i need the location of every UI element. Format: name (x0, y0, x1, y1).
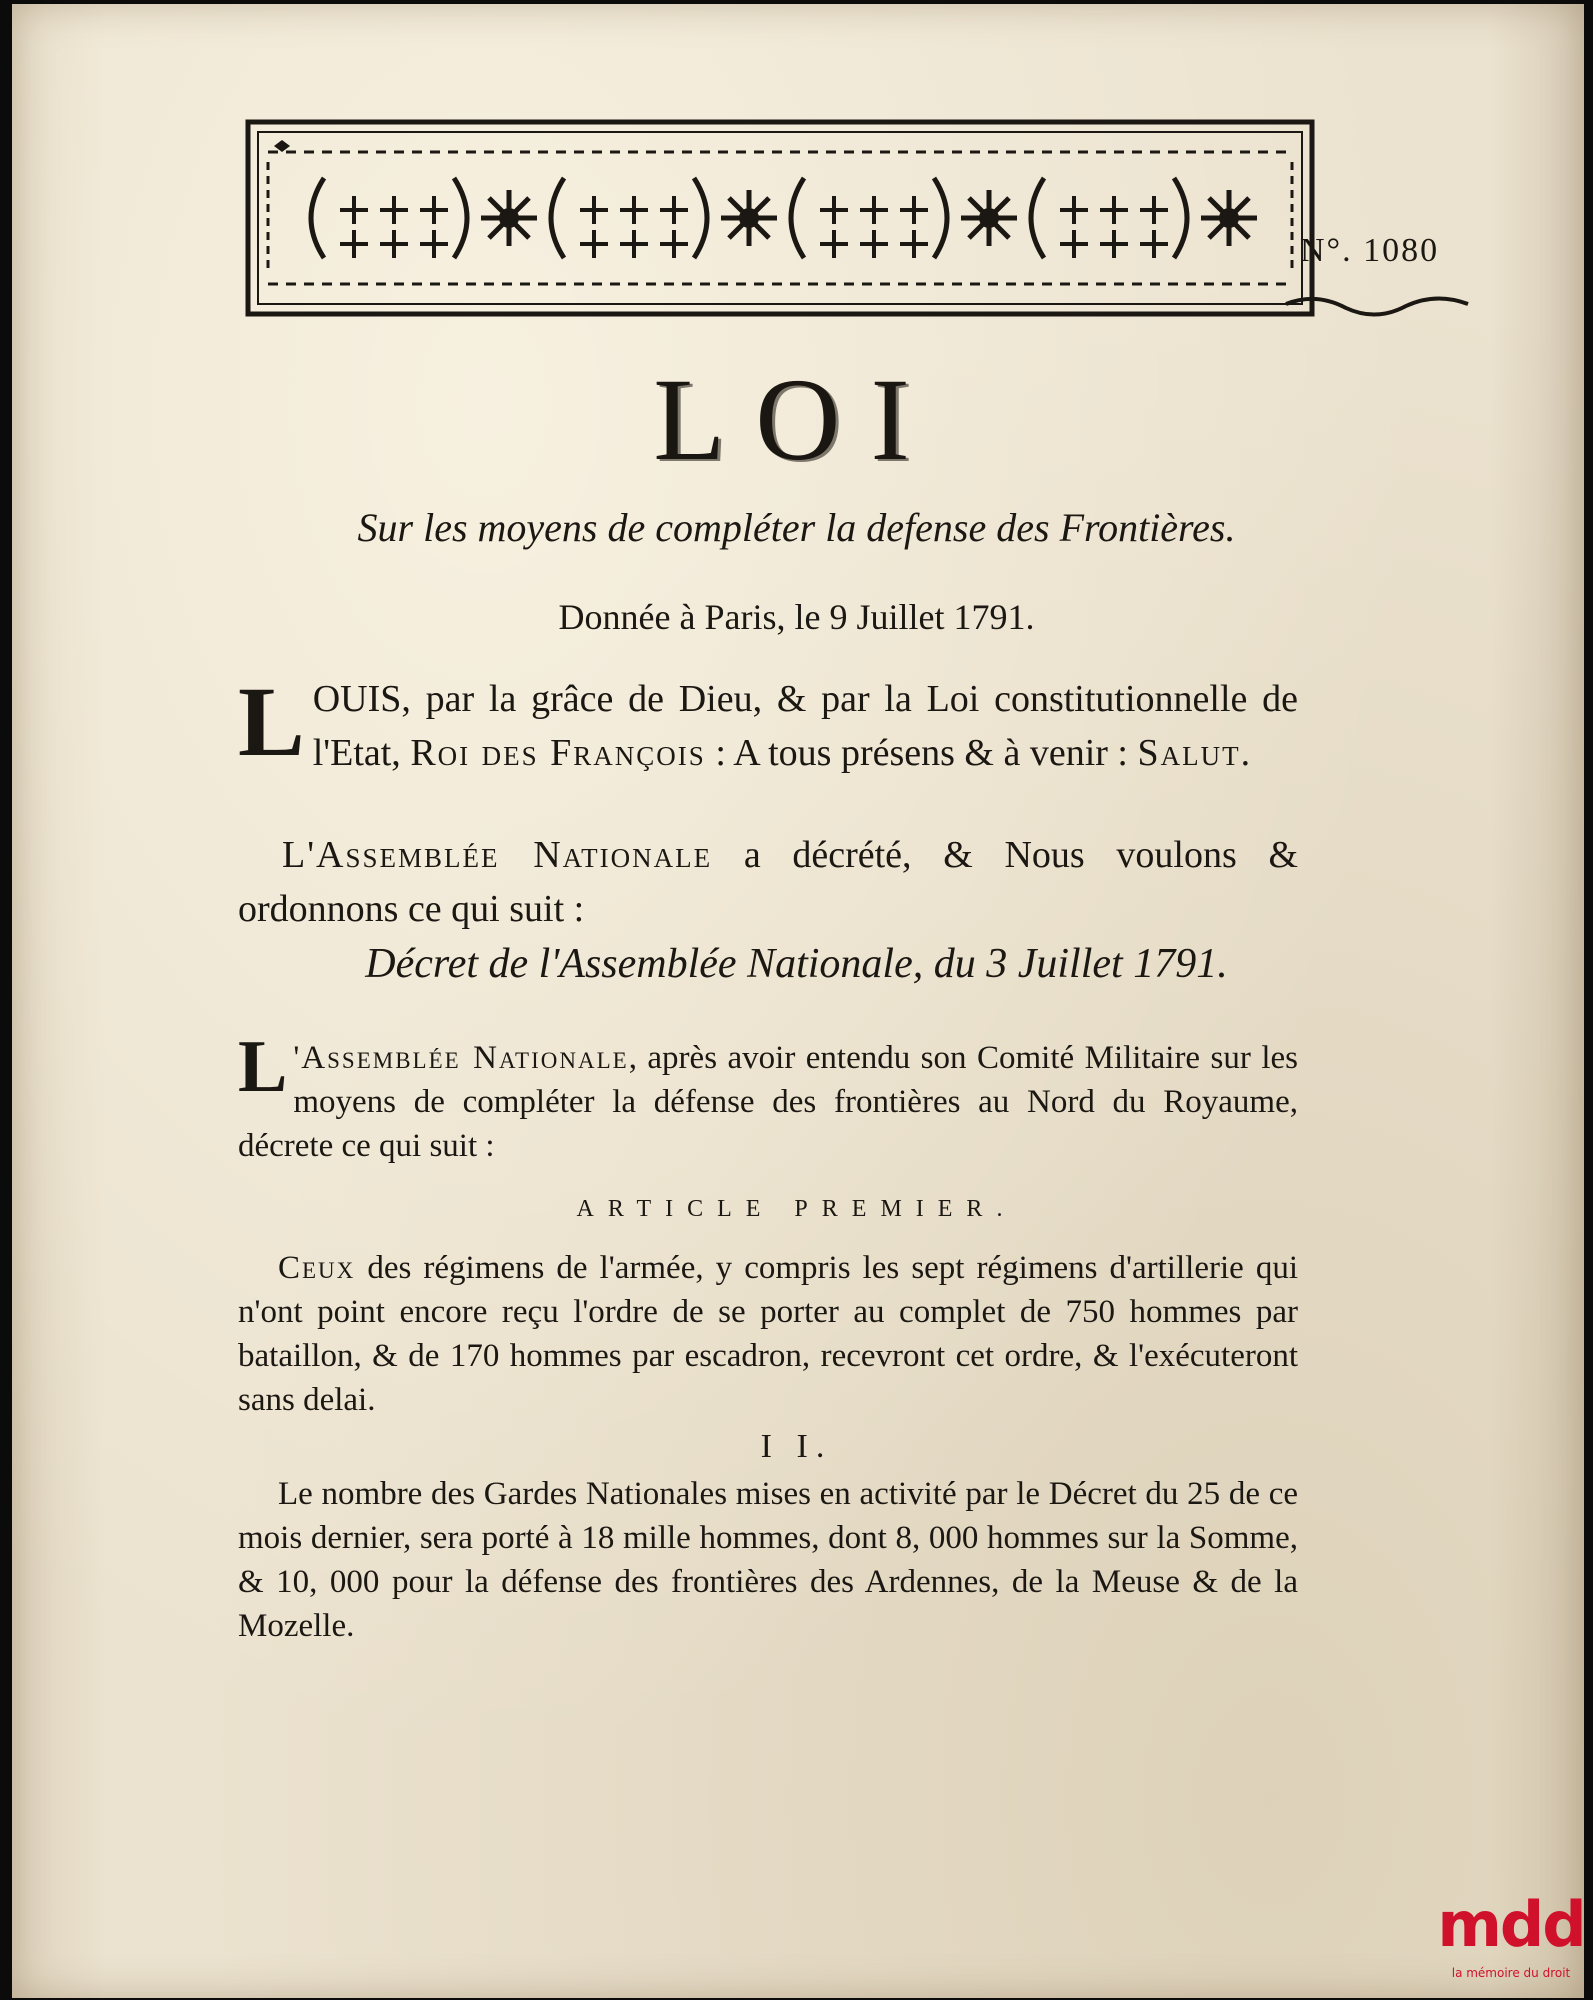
decree-body (238, 1026, 1298, 1168)
ornamental-header-band (244, 118, 1316, 318)
assembly-name: L'Assemblée Nationale (282, 834, 713, 876)
page-title: LOI (653, 354, 940, 485)
swash-flourish-icon (1282, 290, 1472, 320)
decree-intro (238, 828, 1298, 936)
salut-word: Salut. (1137, 732, 1253, 774)
mdd-logo (1434, 1890, 1588, 1996)
article-2-body: Le nombre des Gardes Nationales mises en activité par le Décret du 25 de ce mois dernier, sera porté à 18 mille hommes, dont 8, 000 hommes sur la Somme, & 10, 000 pour la défense des frontières des Ardennes, de la Meuse & de la Mozelle. (238, 1476, 1298, 1644)
royal-title: Roi des François (410, 732, 706, 774)
dropcap-letter: L (238, 1026, 288, 1108)
subtitle: Sur les moyens de compléter la defense des Frontières. (357, 505, 1236, 550)
article-1-lead: Ceux (278, 1250, 356, 1286)
preamble-closing: : A tous présens & à venir : (705, 732, 1138, 774)
dropcap-letter: L (238, 666, 305, 777)
article-1-text: des régimens de l'armée, y compris les sept régimens d'artillerie qui n'ont point encore reçu l'ordre de se porter au complet de 750 hommes par bataillon, & de 170 hommes par escadron, recevront cet ordre, & l'exécuteront sans delai. (238, 1250, 1298, 1418)
logo-tagline: la mémoire du droit (1451, 1966, 1571, 1980)
decree-body-text: , après avoir entendu son Comité Militaire sur les moyens de compléter la défense des frontières au Nord du Royaume, décrete ce qui suit : (238, 1040, 1298, 1164)
assembly-name: 'Assemblée Nationale (293, 1040, 629, 1076)
article-1-heading: ARTICLE PREMIER. (576, 1196, 1017, 1222)
logo-word: mdd (1437, 1888, 1585, 1961)
preamble-opening: OUIS, par la grâce de Dieu, & par la Loi constitutionnelle de l'Etat, (312, 678, 1298, 774)
article-2-heading: I I. (760, 1428, 833, 1465)
document-number: N°. 1080 (1300, 232, 1440, 269)
date-given-line: Donnée à Paris, le 9 Juillet 1791. (558, 597, 1035, 637)
decree-intro-text: a décrété, & Nous voulons & ordonnons ce qui suit : (238, 834, 1298, 930)
article-1-body (238, 1246, 1298, 1422)
decree-heading: Décret de l'Assemblée Nationale, du 3 Juillet 1791. (365, 941, 1228, 987)
ornament-border-icon (244, 118, 1316, 318)
royal-preamble (238, 666, 1298, 780)
